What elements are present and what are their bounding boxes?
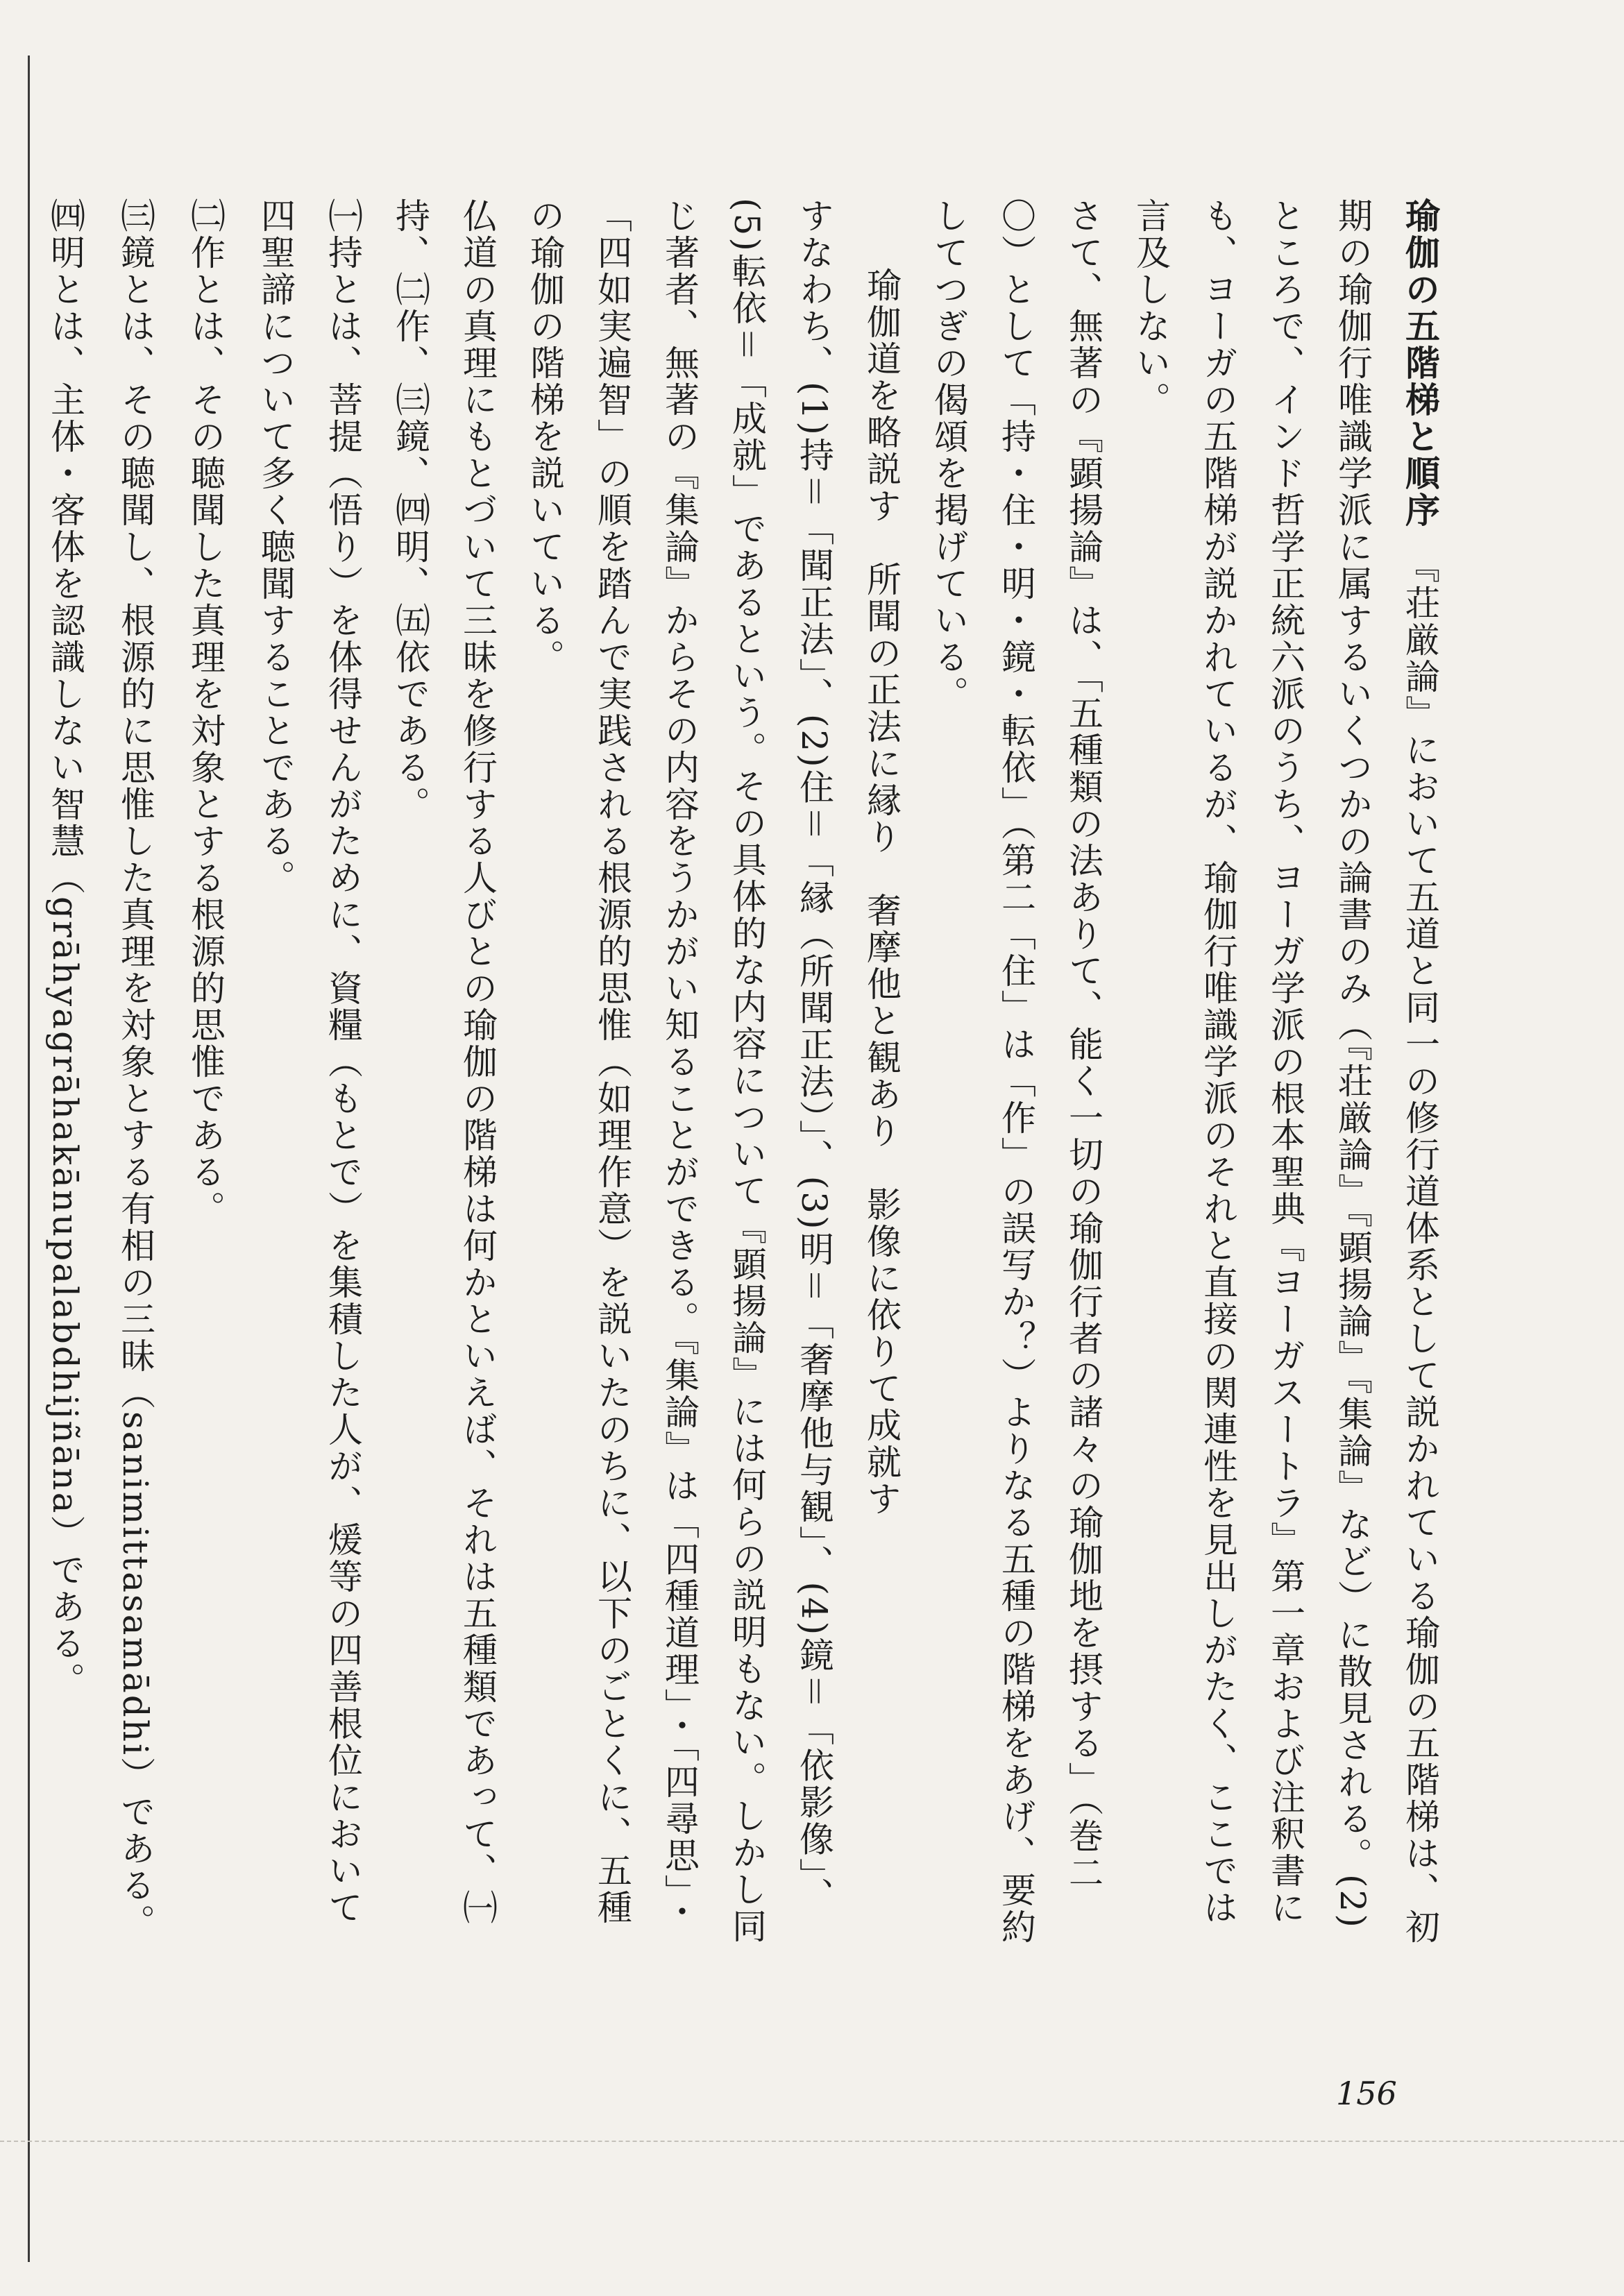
paragraph: さて、無著の『顕揚論』は、「五種類の法ありて、能く一切の瑜伽行者の諸々の瑜伽地を摂する」（巻二〇）として「持・住・明・鏡・転依」（第二「住」は「作」の誤写か？）よりなる五種の階梯をあげ、要約してつぎの偈頌を掲げている。 <box>929 198 1103 1946</box>
paragraph: ところで、インド哲学正統六派のうち、ヨーガ学派の根本聖典『ヨーガスートラ』第一章および注釈書にも、ヨーガの五階梯が説かれているが、瑜伽行唯識学派のそれと直接の関連性を見出しがたく、ここでは言及しない。 <box>1131 198 1305 1926</box>
page-number: 156 <box>1336 2075 1397 2112</box>
paragraph-intro <box>1319 198 1454 1946</box>
list-item: ㈣明とは、主体・客体を認識しない智慧（grāhyagrāhakānupalabdhijñāna）である。 <box>45 198 85 1699</box>
paragraph: 仏道の真理にもとづいて三昧を修行する人びとの瑜伽の階梯は何かといえば、それは五種類であって、㈠持、㈡作、㈢鏡、㈣明、㈤依である。 <box>390 198 498 1926</box>
list-item: ㈢鏡とは、その聴聞し、根源的に思惟した真理を対象とする有相の三昧（sanimittasamādhi）である。 <box>115 198 155 1941</box>
paragraph-text: 『荘厳論』において五道と同一の修行道体系として説かれている瑜伽の五階梯は、初期の瑜伽行唯識学派に属するいくつかの論書のみ（『荘厳論』『顕揚論』『集論』など）に散見される。(2) <box>1333 198 1440 1946</box>
paragraph: すなわち、(1)持＝「聞正法」、(2)住＝「縁（所聞正法）」、(3)明＝「奢摩他与観」、(4)鏡＝「依影像」、(5)転依＝「成就」であるという。その具体的な内容について『顕揚論』には何らの説明もない。しかし同じ著者、無著の『集論』からその内容をうかがい知ることができる。『集論』は「四種道理」・「四尋思」・「四如実遍智」の順を踏んで実践される根源的思惟（如理作意）を説いたのちに、以下のごとくに、五種の瑜伽の階梯を説いている。 <box>525 198 834 1945</box>
list-item: ㈡作とは、その聴聞した真理を対象とする根源的思惟である。 <box>185 198 226 1227</box>
page-text <box>45 198 1454 1946</box>
fold-line <box>0 2141 1624 2142</box>
section-heading: 瑜伽の五階梯と順序 <box>1400 198 1441 529</box>
verse: 瑜伽道を略説す 所聞の正法に縁り 奢摩他と観あり 影像に依りて成就す <box>861 267 902 1517</box>
list-item: ㈠持とは、菩提（悟り）を体得せんがために、資糧（もとで）を集積した人が、煖等の四善根位において四聖諦について多く聴聞することである。 <box>255 198 363 1926</box>
